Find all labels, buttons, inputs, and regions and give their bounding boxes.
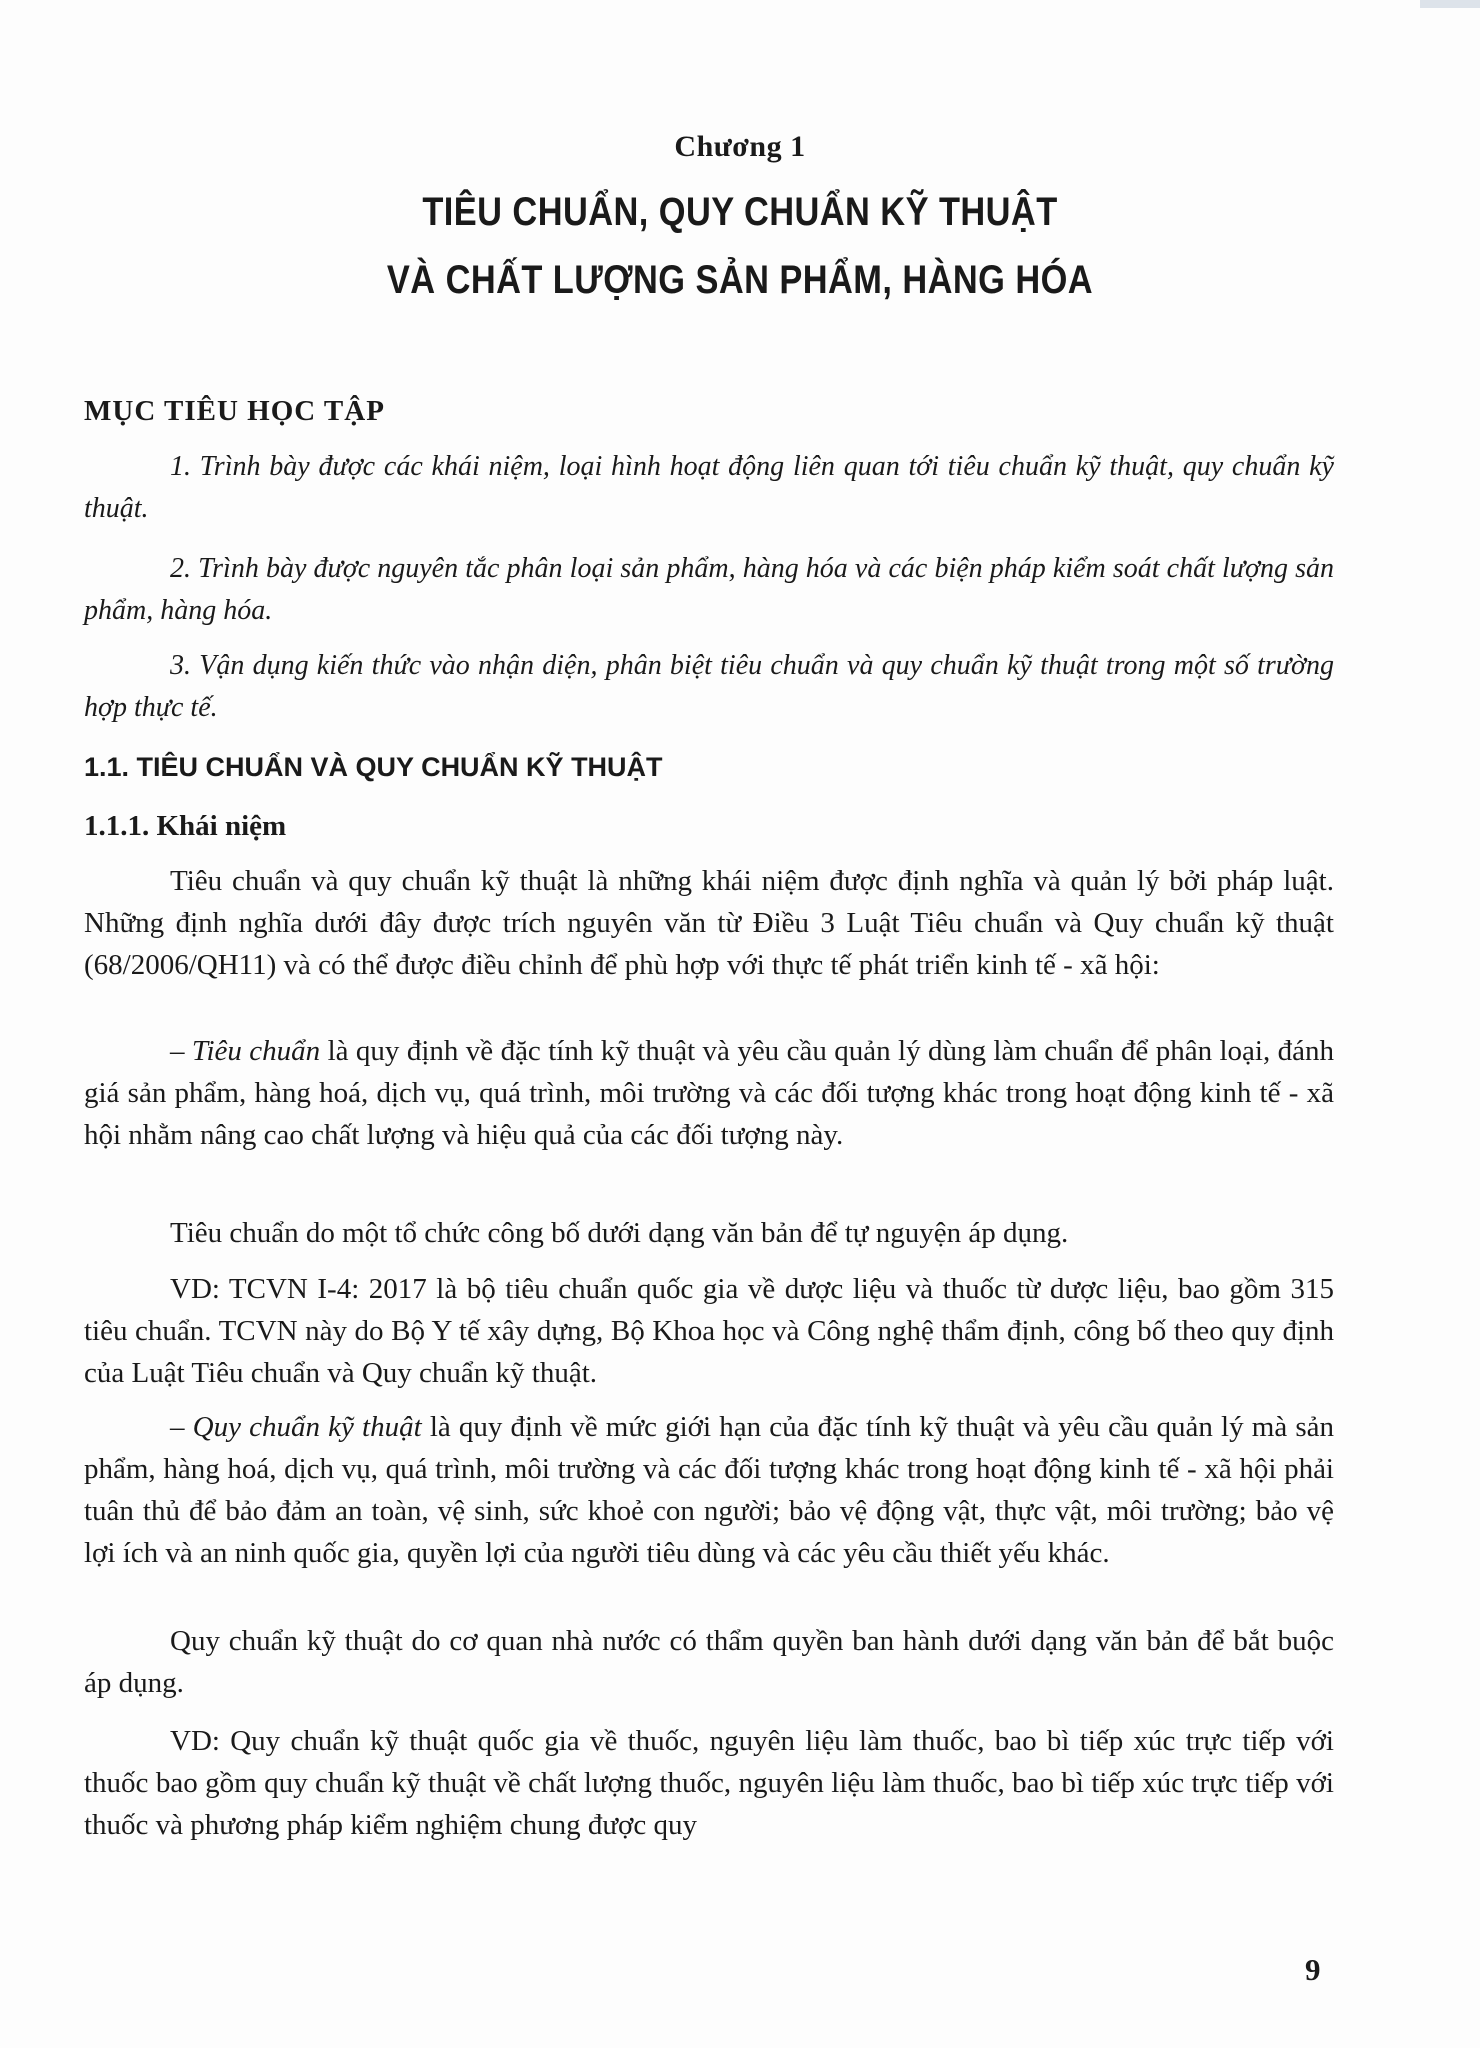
standard-definition-text: là quy định về đặc tính kỹ thuật và yêu cầu quản lý dùng làm chuẩn để phân loại, đánh giá sản phẩm, hàng hoá, dịch vụ, quá trình, môi trường và các đối tượng khác trong hoạt động kinh tế - xã hội nhằm nâng cao chất lượng và hiệu quả của các đối tượng này. bbox=[84, 1035, 1335, 1151]
objective-item: 2. Trình bày được nguyên tắc phân loại sản phẩm, hàng hóa và các biện pháp kiểm soát chất lượng sản phẩm, hàng hóa. bbox=[84, 553, 1334, 626]
standard-definition bbox=[84, 1030, 1334, 1156]
regulation-definition-text: là quy định về mức giới hạn của đặc tính kỹ thuật và yêu cầu quản lý mà sản phẩm, hàng hoá, dịch vụ, quá trình, môi trường và các đối tượng khác trong hoạt động kinh tế - xã hội phải tuân thủ để bảo đảm an toàn, vệ sinh, sức khoẻ con người; bảo vệ động vật, thực vật, môi trường; bảo vệ lợi ích và an ninh quốc gia, quyền lợi của người tiêu dùng và các yêu cầu thiết yếu khác. bbox=[84, 1411, 1335, 1569]
page-number: 9 bbox=[1305, 1952, 1321, 1987]
regulation-example-paragraph: VD: Quy chuẩn kỹ thuật quốc gia về thuốc, nguyên liệu làm thuốc, bao bì tiếp xúc trực tiếp với thuốc bao gồm quy chuẩn kỹ thuật về chất lượng thuốc, nguyên liệu làm thuốc, bao bì tiếp xúc trực tiếp với thuốc và phương pháp kiểm nghiệm chung được quy bbox=[84, 1725, 1334, 1841]
regulation-issue-paragraph: Quy chuẩn kỹ thuật do cơ quan nhà nước có thẩm quyền ban hành dưới dạng văn bản để bắt buộc áp dụng. bbox=[84, 1625, 1334, 1699]
chapter-title-line-2: VÀ CHẤT LƯỢNG SẢN PHẨM, HÀNG HÓA bbox=[386, 258, 1094, 302]
list-dash: – bbox=[170, 1411, 193, 1443]
objectives-heading: MỤC TIÊU HỌC TẬP bbox=[84, 395, 385, 427]
objective-item: 1. Trình bày được các khái niệm, loại hình hoạt động liên quan tới tiêu chuẩn kỹ thuật, quy chuẩn kỹ thuật. bbox=[84, 451, 1334, 524]
chapter-title-line-1: TIÊU CHUẨN, QUY CHUẨN KỸ THUẬT bbox=[422, 190, 1058, 234]
section-heading: 1.1. TIÊU CHUẨN VÀ QUY CHUẨN KỸ THUẬT bbox=[84, 752, 663, 782]
objective-item: 3. Vận dụng kiến thức vào nhận diện, phân biệt tiêu chuẩn và quy chuẩn kỹ thuật trong một số trường hợp thực tế. bbox=[84, 650, 1334, 723]
standard-term: Tiêu chuẩn bbox=[191, 1035, 321, 1067]
chapter-label: Chương 1 bbox=[674, 130, 806, 163]
list-dash: – bbox=[170, 1035, 192, 1067]
regulation-definition bbox=[84, 1406, 1334, 1574]
subsection-heading: 1.1.1. Khái niệm bbox=[84, 810, 287, 842]
scan-edge-mark bbox=[1420, 0, 1480, 8]
intro-paragraph: Tiêu chuẩn và quy chuẩn kỹ thuật là những khái niệm được định nghĩa và quản lý bởi pháp luật. Những định nghĩa dưới đây được trích nguyên văn từ Điều 3 Luật Tiêu chuẩn và Quy chuẩn kỹ thuật (68/2006/QH11) và có thể được điều chỉnh để phù hợp với thực tế phát triển kinh tế - xã hội: bbox=[84, 865, 1334, 981]
regulation-term: Quy chuẩn kỹ thuật bbox=[192, 1411, 422, 1443]
standard-publish-paragraph: Tiêu chuẩn do một tổ chức công bố dưới dạng văn bản để tự nguyện áp dụng. bbox=[170, 1217, 1069, 1249]
standard-example-paragraph: VD: TCVN I-4: 2017 là bộ tiêu chuẩn quốc gia về dược liệu và thuốc từ dược liệu, bao gồm 315 tiêu chuẩn. TCVN này do Bộ Y tế xây dựng, Bộ Khoa học và Công nghệ thẩm định, công bố theo quy định của Luật Tiêu chuẩn và Quy chuẩn kỹ thuật. bbox=[84, 1273, 1334, 1389]
